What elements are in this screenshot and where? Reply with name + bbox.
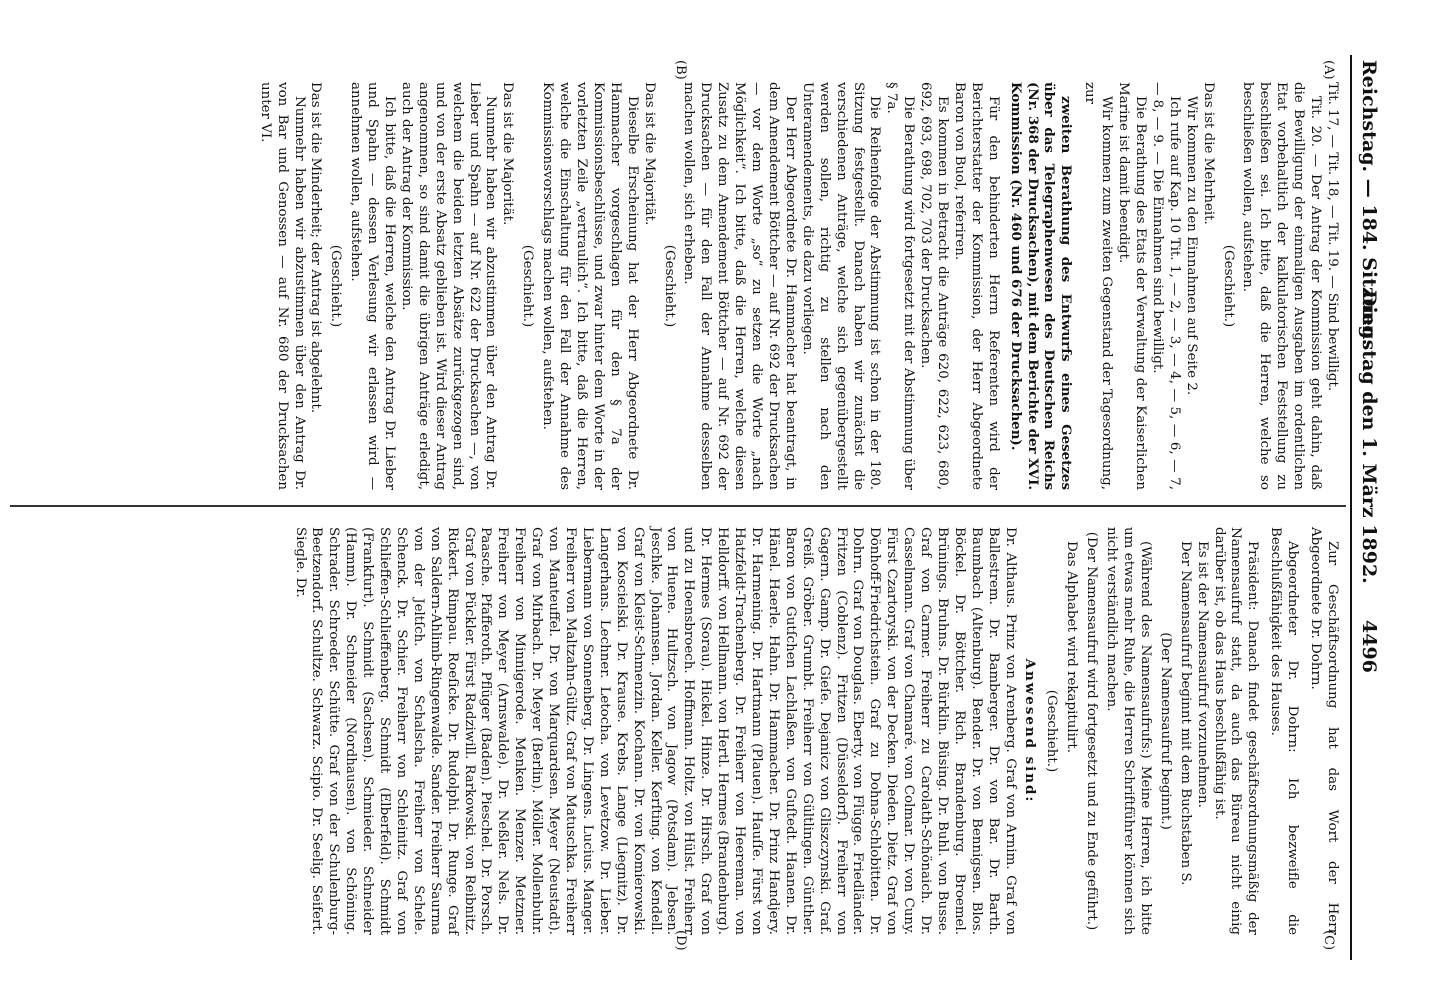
paragraph: Zur Geschäftsordnung hat das Wort der Herr Abgeordnete Dr. Dohrn. [1308,527,1340,935]
page-header-date: Dienstag den 1. März 1892. [1358,290,1380,584]
paragraph: Nunmehr haben wir abzustimmen über den Antrag Dr. Lieber und Spahn — auf Nr. 622 der Drucksachen —, von welchem die beiden letzten Absätze zurückgezogen sind, und von der erste Absatz geblieben ist. Wird dieser Antrag angenommen, so sind damit die übrigen Anträge erledigt, auch der Antrag der Kommission. [398,82,499,490]
header-rule [1350,55,1352,960]
paragraph: Das ist die Majorität. [641,82,657,226]
paragraph: Die Reihenfolge der Abstimmung ist schon in der 180. Sitzung festgestellt. Danach haben wir zunächst die verschiedenen Anträge, welche sich gegenübergestellt werden sollen, richtig zu stellen nach den Unteramendements, die dazu vorliegen. [799,82,883,490]
agenda-heading: zweiten Berathung des Entwurfs eines Gesetzes über das Telegraphenwesen des Deutschen Reichs (Nr. 368 der Drucksachen), mit dem Berichte der XVI. Kommission (Nr. 460 und 676 der Drucksachen). [1007,82,1075,490]
paragraph: Abgeordneter Dr. Dohrn: Ich bezweifle die Beschlußfähigkeit des Hauses. [1268,527,1301,935]
paragraph: Das ist die Mehrheit. [1200,82,1216,225]
paragraph: Es ist der Namensaufruf vorzunehmen. [1194,541,1210,808]
margin-marker-b: (B) [673,60,688,80]
paragraph: Die Berathung des Etats der Verwaltung der Kaiserlichen Marine ist damit beendigt. [1116,82,1149,490]
paragraph: Wir kommen zu den Einnahmen auf Seite 2. [1183,96,1199,396]
stage-direction: (Geschieht.) [520,244,536,328]
paragraph: Dieselbe Erscheinung hat der Herr Abgeordnete Dr. Hammacher vorgeschlagen für den § 7a der Kommissionsbeschlüsse, und zwar hinter dem Worte in der vorletzten Zeile „vertraulich“. Ich bitte, daß die Herren, welche die Einschaltung für den Fall der Annahme des Kommissionsvorschlags machen wollen, aufstehen. [540,82,640,490]
paragraph: Ich rufe auf Kap. 10 Tit. 1, — 2, — 3, — 4, — 5, — 6, — 7, — 8, — 9. — Die Einnahmen sind bewilligt. [1149,82,1182,490]
paragraph: Die Berathung wird fortgesetzt mit der Abstimmung über § 7a. [884,82,917,490]
paragraph: (Während des Namensaufrufs:) Meine Herren, ich bitte um etwas mehr Ruhe, die Herren Schriftführer können sich nicht verständlich machen. [1104,527,1153,935]
margin-marker-c: (C) [1321,930,1336,951]
paragraph: Wir kommen zum zweiten Gegenstand der Tagesordnung, zur [1082,82,1115,490]
column-divider [10,505,1346,507]
attendance-list: Dr. Althaus. Prinz von Arenberg. Graf von Arnim. Graf von Ballestrem. Dr. Bamberger. Dr. von Bar. Dr. Barth. Baumbach (Altenburg). Bender. Dr. von Bennigsen. Blos. Böckel. Dr. Böttcher. Rich. Brandenburg. Broemel. Brünings. Bruhns. Dr. Bürklin. Büsing. Dr. Buhl. von Busse. Graf von Carmer. Freiherr zu Carolath-Schönaich. Dr. Casselmann. Graf von Chamaré. von Colmar. Dr. von Cuny. Fürst Czartoryski. von der Decken. Dieden. Dietz. Graf von Dönhoff-Friedrichstein. Graf zu Dohna-Schlobitten. Dr. Dohrn. Graf von Douglas. Eberty. von Flügge. Friedländer. Fritzen (Coblenz). Fritzen (Düsseldorf). Freiherr von Gagern. Gamp. Dr. Gieſe. Dejanicz von Gliszczynski. Graf. Greiß. Gröber. Grumbt. Freiherr von Gültlingen. Günther. Baron von Gutſchen Lachlaßen. von Guſtedt. Haanen. Dr. Hänel. Haerle. Hahn. Dr. Hammacher. Dr. Prinz Handjery. Dr. Harmening. Dr. Hartmann (Plauen). Hauſſe. Fürst von Hatzfeldt-Trachenberg. Dr. Freiherr von Heereman. von Helldorff. von Hellmann. von Hertl. Hermes (Brandenburg). Dr. Hermes (Sorau). Hickel. Hinze. Dr. Hirsch. Graf von und zu Hoensbroech. Hoffmann. Holtz. von Hülst. Freiherr von Huene. Hultzsch. von Jagow (Potsdam). Jebsen. Jeschke. Johannsen. Jordan. Keller. Kerſting. von Kendell. Graf von Kleist-Schmenzin. Kochann. Dr. von Komierowski. von Koscielski. Dr. Krause. Krebs. Lange (Liegnitz). Dr. Langerhans. Lechner. Letocha. von Levetzow. Dr. Lieber. Liebermann von Sonnenberg. Dr. Lingens. Lucius. Manger. Freiherr von Maltzahn-Gültz. Graf von Matuschka. Freiherr von Manteuffel. Dr. von Marquardsen. Meyer (Neustadt). Graf von Mirbach. Dr. Meyer (Berlin). Möller. Mollenbuhr. Freiherr von Minnigerode. Menken. Menzer. Metzner. Freiherr von Meyer (Arnswalde). Dr. Neßler. Nels. Dr. Paasche. Pfafferoth. Pflüger (Baden). Pieschel. Dr. Porsch. Graf von Pückler. Fürst Radziwill. Rarkowski. von Reibnitz. Rickert. Rimpau. Roeſicke. Dr. Rudolphi. Dr. Runge. Graf von Saldern-Ahlimb-Ringenwalde. Sander. Freiherr Saurma von der Jeltſch. von Schalscha. Freiherr von Schele. Schenck. Dr. Schier. Freiherr von Schleinitz. Graf von Schlieffen-Schlieffenberg. Schmidt (Elberfeld). Schmidt (Frankfurt). Schmidt (Sachsen). Schmieder. Schneider (Hamm). Dr. Schneider (Nordhausen). von Schöning. Schrader. Schroeder. Schütte. Graf von der Schulenburg-Beetzendorf. Schultze. Schwarz. Scipio. Dr. Seelig. Seifert. Siegle. Dr. [292,527,1018,935]
left-column [256,82,1340,490]
paragraph: Der Namensaufruf beginnt mit dem Buchstaben S. [1177,541,1193,886]
stage-direction: (Geschieht.) [328,244,344,328]
page-header-title: Reichstag. — 184. Sitzung. [1358,60,1380,346]
paragraph: Der Herr Abgeordnete Dr. Hammacher hat beantragt, in dem Amendement Böttcher — auf Nr. 692 der Drucksachen — vor dem Worte „so“ zu setzen die Worte „nach Möglichkeit“. Ich bitte, daß die Herren, welche diesen Zusatz zu dem Amendement Böttcher — auf Nr. 692 der Drucksachen — für den Fall der Annahme desselben machen wollen, sich erheben. [681,82,798,490]
stage-direction: (Geschieht.) [1220,244,1236,328]
paragraph: Es kommen in Betracht die Anträge 620, 622, 623, 680, 692, 693, 698, 702, 703 der Drucksachen. [918,82,951,490]
stage-direction: (Geschieht.) [661,244,677,328]
margin-marker-d: (D) [673,930,688,951]
paragraph: Das Alphabet wird rekapitulirt. [1064,541,1080,753]
page-number: 4496 [1358,620,1380,673]
paragraph: Das ist die Majorität. [500,82,516,226]
stage-direction: (Geschieht.) [1044,689,1060,773]
digitization-footer [1408,15,1426,985]
paragraph: Für den behinderten Herrn Referenten wird der Berichterstatter der Kommission, der Herr Abgeordnete Baron von Buol, referiren. [951,82,1001,490]
stage-direction: (Der Namensaufruf wird fortgesetzt und zu Ende geführt.) [1084,531,1100,931]
paragraph: Tit. 20. — Der Antrag der Kommission geht dahin, daß die Bewilligung der einmaligen Ausgaben im ordentlichen Etat vorbehaltlich der kalkulatorischen Feststellung zu beschließen sei. Ich bitte, daß die Herren, welche so beschließen wollen, aufstehen. [1240,82,1324,490]
paragraph: Ich bitte, daß die Herren, welche den Antrag Dr. Lieber und Spahn — dessen Verlesung wir erlassen wird — annehmen wollen, aufstehen. [348,82,398,490]
paragraph: Nunmehr haben wir abzustimmen über den Antrag Dr. von Bar und Genossen — auf Nr. 680 der Drucksachen unter VI. [257,82,307,490]
attendance-heading: Anwesend sind: [1022,658,1039,804]
stage-direction: (Der Namensaufruf beginnt.) [1157,632,1173,830]
paragraph: Präsident: Danach findet geschäftsordnungsmäßig der Namensaufruf statt, da auch das Büreau nicht einig darüber ist, ob das Haus beschlußfähig ist. [1211,527,1261,935]
paragraph: Das ist die Minderheit; der Antrag ist abgelehnt. [308,82,324,414]
paragraph: Tit. 17, — Tit. 18, — Tit. 19. — Sind bewilligt. [1325,82,1340,392]
right-column [291,527,1340,935]
margin-marker-a: (A) [1321,60,1336,80]
